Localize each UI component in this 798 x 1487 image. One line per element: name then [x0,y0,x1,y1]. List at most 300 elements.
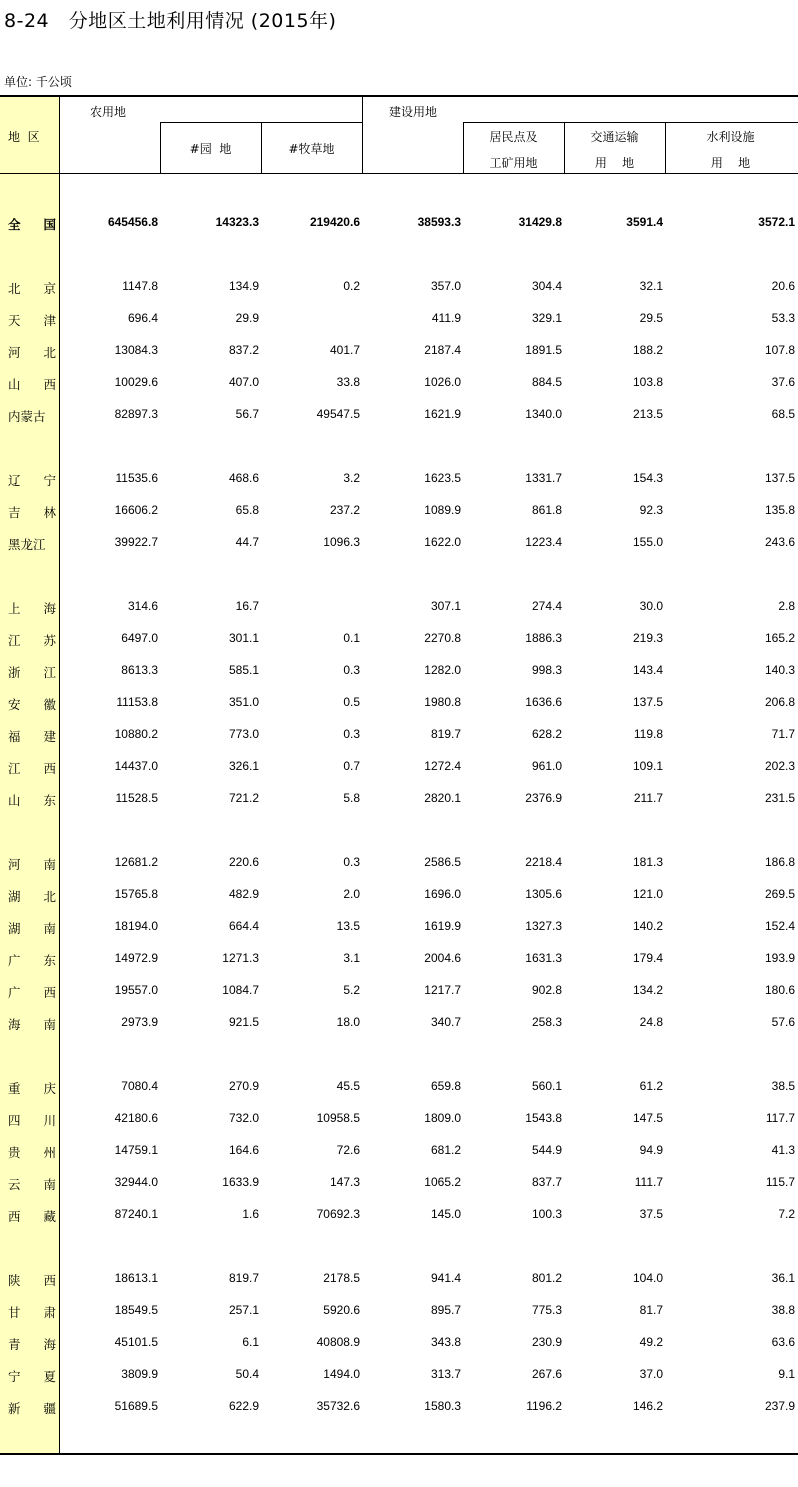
subheader-rule-construction [463,122,798,123]
value-cell: 206.8 [764,695,795,709]
value-cell: 72.6 [336,1143,360,1157]
value-cell: 1026.0 [424,375,461,389]
value-cell: 1809.0 [424,1111,461,1125]
table-row [0,1294,798,1326]
value-cell: 38593.3 [417,215,461,229]
value-cell: 147.5 [632,1111,663,1125]
region-name: 福 建 [8,729,56,744]
value-cell: 340.7 [430,1015,461,1029]
value-cell: 14759.1 [114,1143,158,1157]
value-cell: 7.2 [778,1207,795,1221]
header-residential-line2: 工矿用地 [489,156,538,170]
value-cell: 1619.9 [424,919,461,933]
region-name: 云 南 [8,1177,56,1192]
value-cell: 0.2 [343,279,360,293]
value-cell: 411.9 [431,311,461,325]
value-cell: 32944.0 [114,1175,158,1189]
value-cell: 1327.3 [525,919,562,933]
value-cell: 5.2 [343,983,360,997]
region-name: 北 京 [8,281,56,296]
header-farmland: 农用地 [90,105,127,119]
value-cell: 10880.2 [114,727,158,741]
region-name: 河 北 [8,345,56,360]
value-cell: 1631.3 [525,951,562,965]
value-cell: 42180.6 [114,1111,158,1125]
value-cell: 1096.3 [323,535,360,549]
region-name: 辽 宁 [8,473,56,488]
region-name: 全 国 [8,217,56,232]
value-cell: 1980.8 [424,695,461,709]
value-cell: 111.7 [634,1175,663,1189]
value-cell: 10029.6 [114,375,158,389]
region-name: 湖 南 [8,921,56,936]
value-cell: 13.5 [336,919,360,933]
table-row [0,1358,798,1390]
value-cell: 560.1 [531,1079,562,1093]
value-cell: 18613.1 [114,1271,158,1285]
header-residential-line1: 居民点及 [489,130,538,144]
value-cell: 82897.3 [114,407,158,421]
region-name: 山 东 [8,793,56,808]
value-cell: 19557.0 [114,983,158,997]
value-cell: 622.9 [228,1399,259,1413]
value-cell: 18194.0 [114,919,158,933]
value-cell: 154.3 [632,471,663,485]
value-cell: 0.7 [343,759,360,773]
region-name: 广 西 [8,985,56,1000]
value-cell: 45101.5 [114,1335,158,1349]
region-name: 四 川 [8,1113,56,1128]
region-name: 贵 州 [8,1145,56,1160]
header-region: 地 区 [8,130,40,144]
value-cell: 2178.5 [323,1271,360,1285]
value-cell: 65.8 [235,503,259,517]
value-cell: 16.7 [235,599,259,613]
region-name: 江 西 [8,761,56,776]
value-cell: 304.4 [531,279,562,293]
value-cell: 1622.0 [424,535,461,549]
value-cell: 87240.1 [114,1207,158,1221]
value-cell: 155.0 [632,535,663,549]
region-name: 重 庆 [8,1081,56,1096]
value-cell: 3.1 [343,951,360,965]
value-cell: 902.8 [531,983,562,997]
header-divider [665,122,666,174]
table-bottom-rule [0,1453,798,1455]
value-cell: 1147.8 [122,279,158,293]
value-cell: 134.2 [632,983,663,997]
value-cell: 5920.6 [323,1303,360,1317]
table-top-rule [0,95,798,97]
value-cell: 2820.1 [424,791,461,805]
value-cell: 1580.3 [424,1399,461,1413]
table-row [0,750,798,782]
value-cell: 243.6 [764,535,795,549]
value-cell: 179.4 [632,951,663,965]
value-cell: 407.0 [228,375,259,389]
value-cell: 51689.5 [114,1399,158,1413]
value-cell: 961.0 [531,759,562,773]
value-cell: 1065.2 [424,1175,461,1189]
value-cell: 1305.6 [525,887,562,901]
value-cell: 11535.6 [115,471,158,485]
value-cell: 45.5 [336,1079,360,1093]
value-cell: 921.5 [228,1015,259,1029]
table-row [0,782,798,814]
region-name: 海 南 [8,1017,56,1032]
value-cell: 6497.0 [121,631,158,645]
region-name: 河 南 [8,857,56,872]
value-cell: 773.0 [228,727,259,741]
value-cell: 1636.6 [525,695,562,709]
value-cell: 181.3 [632,855,663,869]
value-cell: 100.3 [531,1207,562,1221]
value-cell: 140.3 [764,663,795,677]
value-cell: 2270.8 [424,631,461,645]
table-row [0,398,798,430]
value-cell: 92.3 [639,503,663,517]
table-row [0,686,798,718]
value-cell: 38.8 [771,1303,795,1317]
value-cell: 269.5 [764,887,795,901]
value-cell: 819.7 [430,727,461,741]
table-row [0,1006,798,1038]
value-cell: 15765.8 [114,887,158,901]
value-cell: 544.9 [531,1143,562,1157]
value-cell: 16606.2 [114,503,158,517]
value-cell: 307.1 [430,599,461,613]
table-row [0,526,798,558]
value-cell: 301.1 [228,631,259,645]
table-row [0,1070,798,1102]
table-row [0,910,798,942]
value-cell: 482.9 [228,887,259,901]
value-cell: 267.6 [531,1367,562,1381]
value-cell: 313.7 [430,1367,461,1381]
value-cell: 49547.5 [316,407,360,421]
value-cell: 14972.9 [114,951,158,965]
value-cell: 1272.4 [424,759,461,773]
value-cell: 343.8 [430,1335,461,1349]
value-cell: 2586.5 [424,855,461,869]
value-cell: 10958.5 [316,1111,360,1125]
value-cell: 63.6 [771,1335,795,1349]
value-cell: 219420.6 [309,215,360,229]
value-cell: 220.6 [228,855,259,869]
table-row [0,590,798,622]
value-cell: 1196.2 [526,1399,562,1413]
value-cell: 837.2 [228,343,259,357]
value-cell: 145.0 [430,1207,461,1221]
value-cell: 103.8 [632,375,663,389]
value-cell: 257.1 [228,1303,259,1317]
value-cell: 357.0 [430,279,461,293]
value-cell: 9.1 [778,1367,795,1381]
value-cell: 115.7 [765,1175,795,1189]
header-pasture: #牧草地 [288,142,335,156]
value-cell: 1886.3 [525,631,562,645]
value-cell: 140.2 [632,919,663,933]
value-cell: 0.1 [343,631,360,645]
region-name: 浙 江 [8,665,56,680]
value-cell: 1217.7 [424,983,461,997]
value-cell: 37.5 [639,1207,663,1221]
value-cell: 121.0 [632,887,663,901]
value-cell: 11153.8 [116,695,158,709]
value-cell: 1633.9 [222,1175,259,1189]
value-cell: 8613.3 [121,663,158,677]
table-row [0,1102,798,1134]
value-cell: 1621.9 [424,407,461,421]
value-cell: 1271.3 [222,951,259,965]
value-cell: 326.1 [228,759,259,773]
table-row [0,366,798,398]
table-row [0,654,798,686]
region-name: 江 苏 [8,633,56,648]
value-cell: 36.1 [771,1271,795,1285]
value-cell: 20.6 [771,279,795,293]
value-cell: 775.3 [531,1303,562,1317]
value-cell: 29.9 [235,311,259,325]
region-name: 内蒙古 [8,409,46,424]
table-row [0,878,798,910]
table-row [0,270,798,302]
region-name: 陕 西 [8,1273,56,1288]
header-garden: #园 地 [189,142,232,156]
region-name: 新 疆 [8,1401,56,1416]
value-cell: 50.4 [235,1367,259,1381]
region-name: 吉 林 [8,505,56,520]
value-cell: 941.4 [430,1271,461,1285]
value-cell: 30.0 [639,599,663,613]
value-cell: 56.7 [235,407,259,421]
value-cell: 6.1 [242,1335,259,1349]
value-cell: 137.5 [632,695,663,709]
header-divider [362,95,363,174]
value-cell: 71.7 [771,727,795,741]
value-cell: 884.5 [531,375,562,389]
value-cell: 61.2 [639,1079,663,1093]
value-cell: 274.4 [531,599,562,613]
region-name: 西 藏 [8,1209,56,1224]
table-row [0,334,798,366]
value-cell: 401.7 [329,343,360,357]
value-cell: 186.8 [764,855,795,869]
value-cell: 137.5 [764,471,795,485]
region-name: 湖 北 [8,889,56,904]
value-cell: 164.6 [228,1143,259,1157]
value-cell: 1331.7 [525,471,562,485]
value-cell: 2004.6 [424,951,461,965]
value-cell: 143.4 [632,663,663,677]
value-cell: 3809.9 [121,1367,158,1381]
value-cell: 0.3 [343,855,360,869]
value-cell: 135.8 [764,503,795,517]
value-cell: 861.8 [531,503,562,517]
value-cell: 2218.4 [525,855,562,869]
value-cell: 146.2 [632,1399,663,1413]
value-cell: 1891.5 [525,343,562,357]
header-water-line2: 用 地 [710,156,751,170]
value-cell: 70692.3 [316,1207,360,1221]
value-cell: 998.3 [531,663,562,677]
table-row [0,1262,798,1294]
table-row [0,1134,798,1166]
value-cell: 1543.8 [525,1111,562,1125]
value-cell: 237.9 [764,1399,795,1413]
table-row [0,942,798,974]
value-cell: 819.7 [228,1271,259,1285]
value-cell: 134.9 [228,279,259,293]
table-row [0,1326,798,1358]
value-cell: 107.8 [764,343,795,357]
unit-label: 单位: 千公顷 [4,75,72,89]
value-cell: 104.0 [632,1271,663,1285]
value-cell: 2.8 [778,599,795,613]
value-cell: 645456.8 [107,215,158,229]
value-cell: 117.7 [765,1111,795,1125]
value-cell: 32.1 [639,279,663,293]
value-cell: 68.5 [771,407,795,421]
value-cell: 165.2 [764,631,795,645]
value-cell: 188.2 [632,343,663,357]
value-cell: 109.1 [632,759,663,773]
value-cell: 35732.6 [316,1399,360,1413]
value-cell: 57.6 [771,1015,795,1029]
value-cell: 258.3 [531,1015,562,1029]
value-cell: 41.3 [771,1143,795,1157]
value-cell: 1.6 [242,1207,259,1221]
value-cell: 2973.9 [121,1015,158,1029]
value-cell: 230.9 [531,1335,562,1349]
value-cell: 18.0 [336,1015,360,1029]
value-cell: 721.2 [228,791,259,805]
value-cell: 39922.7 [114,535,158,549]
value-cell: 1282.0 [424,663,461,677]
value-cell: 314.6 [127,599,158,613]
table-row [0,494,798,526]
table-row [0,846,798,878]
value-cell: 193.9 [764,951,795,965]
value-cell: 659.8 [430,1079,461,1093]
value-cell: 351.0 [228,695,259,709]
value-cell: 1089.9 [424,503,461,517]
value-cell: 29.5 [639,311,663,325]
value-cell: 44.7 [235,535,259,549]
value-cell: 33.8 [336,375,360,389]
table-row [0,302,798,334]
land-use-table [0,95,798,1455]
header-transport-line2: 用 地 [594,156,635,170]
value-cell: 801.2 [531,1271,562,1285]
value-cell: 1084.7 [222,983,259,997]
value-cell: 13084.3 [114,343,158,357]
value-cell: 231.5 [764,791,795,805]
table-row [0,1198,798,1230]
value-cell: 5.8 [343,791,360,805]
value-cell: 180.6 [764,983,795,997]
value-cell: 14323.3 [215,215,259,229]
value-cell: 585.1 [228,663,259,677]
value-cell: 1623.5 [424,471,461,485]
value-cell: 270.9 [228,1079,259,1093]
region-name: 山 西 [8,377,56,392]
value-cell: 40808.9 [316,1335,360,1349]
region-name: 青 海 [8,1337,56,1352]
value-cell: 681.2 [430,1143,461,1157]
value-cell: 31429.8 [518,215,562,229]
value-cell: 2.0 [343,887,360,901]
value-cell: 202.3 [764,759,795,773]
value-cell: 37.6 [771,375,795,389]
value-cell: 24.8 [639,1015,663,1029]
page-title: 8-24 分地区土地利用情况 (2015年) [4,10,337,32]
value-cell: 329.1 [531,311,562,325]
header-construction: 建设用地 [389,105,438,119]
region-name: 广 东 [8,953,56,968]
value-cell: 1696.0 [424,887,461,901]
table-row [0,622,798,654]
value-cell: 211.7 [633,791,663,805]
value-cell: 147.3 [329,1175,360,1189]
region-name: 安 徽 [8,697,56,712]
table-row [0,1390,798,1422]
value-cell: 7080.4 [121,1079,158,1093]
value-cell: 1340.0 [525,407,562,421]
value-cell: 0.3 [343,663,360,677]
header-bottom-rule [0,173,798,174]
table-row [0,1166,798,1198]
value-cell: 18549.5 [114,1303,158,1317]
value-cell: 219.3 [632,631,663,645]
value-cell: 12681.2 [114,855,158,869]
value-cell: 38.5 [771,1079,795,1093]
table-row [0,974,798,1006]
table-row [0,462,798,494]
value-cell: 3.2 [343,471,360,485]
region-name: 宁 夏 [8,1369,56,1384]
value-cell: 94.9 [639,1143,663,1157]
value-cell: 696.4 [127,311,158,325]
value-cell: 2376.9 [525,791,562,805]
value-cell: 11528.5 [115,791,158,805]
header-transport-line1: 交通运输 [590,130,639,144]
value-cell: 152.4 [764,919,795,933]
value-cell: 37.0 [639,1367,663,1381]
value-cell: 2187.4 [424,343,461,357]
value-cell: 53.3 [771,311,795,325]
region-name: 黑龙江 [8,537,46,552]
value-cell: 1223.4 [525,535,562,549]
value-cell: 81.7 [639,1303,663,1317]
value-cell: 628.2 [531,727,562,741]
value-cell: 732.0 [228,1111,259,1125]
value-cell: 664.4 [228,919,259,933]
value-cell: 49.2 [639,1335,663,1349]
value-cell: 3591.4 [626,215,663,229]
region-name: 天 津 [8,313,56,328]
value-cell: 837.7 [531,1175,562,1189]
value-cell: 1494.0 [323,1367,360,1381]
value-cell: 14437.0 [114,759,158,773]
table-row [0,718,798,750]
value-cell: 0.3 [343,727,360,741]
value-cell: 213.5 [632,407,663,421]
region-name: 上 海 [8,601,56,616]
value-cell: 468.6 [228,471,259,485]
value-cell: 237.2 [329,503,360,517]
header-water-line1: 水利设施 [706,130,755,144]
